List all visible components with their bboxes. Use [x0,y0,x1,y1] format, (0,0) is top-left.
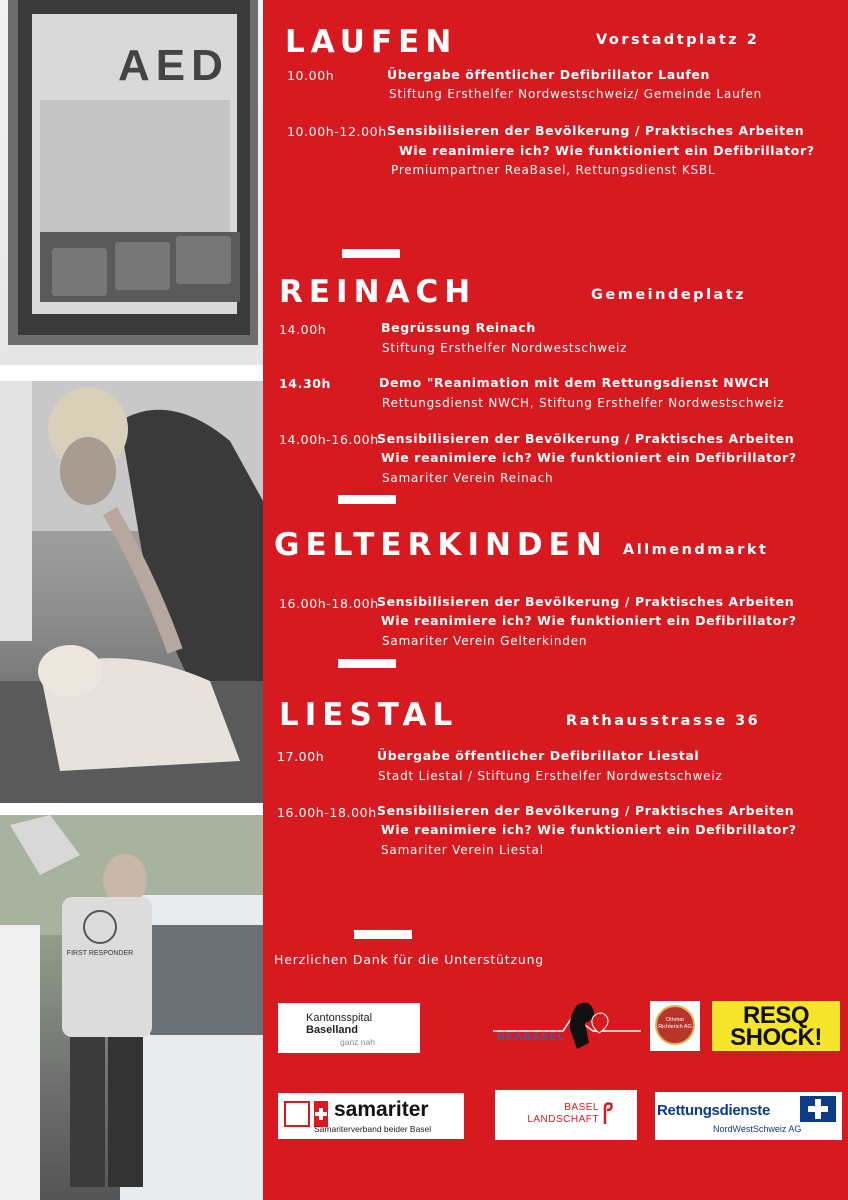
bl-line2: LANDSCHAFT [527,1114,599,1125]
city-reinach-place: Gemeindeplatz [591,287,747,303]
event-title-line2: Wie reanimiere ich? Wie funktioniert ein Defibrillator? [381,613,797,628]
ksbl-line1: Kantonsspital [306,1012,373,1024]
event-time: 14.00h [279,322,327,337]
city-laufen-place: Vorstadtplatz 2 [596,32,760,48]
section-divider [342,249,400,258]
city-liestal-place: Rathausstrasse 36 [566,713,761,729]
event-title: Sensibilisieren der Bevölkerung / Praktisches Arbeiten [377,803,795,818]
aed-label: AED [118,41,229,90]
section-divider [354,930,412,939]
city-reinach-heading: REINACH [279,274,477,310]
section-divider [338,659,396,668]
samariter-s-mark [284,1101,310,1127]
vest-label: FIRST RESPONDER [66,950,134,957]
event-title-line2: Wie reanimiere ich? Wie funktioniert ein Defibrillator? [399,143,815,158]
rettungsdienste-logo [655,1092,842,1140]
event-time: 14.00h-16.00h [279,432,379,447]
rd-line2: NordWestSchweiz AG [713,1124,802,1134]
bl-line1: BASEL [564,1102,599,1113]
samariter-name: samariter [334,1098,429,1121]
event-time: 16.00h-18.00h [279,596,379,611]
event-organizer: Stiftung Ersthelfer Nordwestschweiz [382,341,628,355]
event-title: Demo "Reanimation mit dem Rettungsdienst NWCH [379,375,770,390]
kantonsspital-baselland-logo [278,1003,420,1053]
event-title: Übergabe öffentlicher Defibrillator Laufen [387,67,710,82]
event-organizer: Premiumpartner ReaBasel, Rettungsdienst KSBL [391,163,716,177]
event-title-line2: Wie reanimiere ich? Wie funktioniert ein Defibrillator? [381,822,797,837]
event-organizer: Rettungsdienst NWCH, Stiftung Ersthelfer Nordwestschweiz [382,396,785,410]
event-organizer: Stiftung Ersthelfer Nordwestschweiz/ Gemeinde Laufen [389,87,763,101]
basel-landschaft-logo [495,1090,637,1140]
section-divider [338,495,396,504]
first-responder-photo [0,815,263,1200]
event-organizer: Samariter Verein Liestal [381,843,544,857]
richterich-seal: Othmar Richterich AG [655,1005,695,1045]
city-gelterkinden-place: Allmendmarkt [623,542,769,558]
city-liestal-heading: LIESTAL [279,697,459,733]
event-time: 10.00h [287,68,335,83]
city-gelterkinden-heading: GELTERKINDEN [274,527,608,563]
event-time: 17.00h [277,749,325,764]
resq-shock-logo [712,1001,840,1051]
baselland-staff-icon [601,1102,615,1124]
resq-line1: RESQ [742,1002,809,1029]
event-title: Sensibilisieren der Bevölkerung / Praktisches Arbeiten [387,123,805,138]
event-title-line2: Wie reanimiere ich? Wie funktioniert ein Defibrillator? [381,450,797,465]
city-laufen-heading: LAUFEN [285,24,458,60]
samariter-subtitle: Samariterverband beider Basel [314,1124,432,1134]
thanks-text: Herzlichen Dank für die Unterstützung [274,952,545,967]
event-title: Begrüssung Reinach [381,320,536,335]
event-organizer: Samariter Verein Gelterkinden [382,634,588,648]
ksbl-line2: Baselland [306,1024,358,1036]
aed-cabinet-photo [0,0,263,365]
star-of-life-icon [798,1094,838,1124]
event-time: 16.00h-18.00h [277,805,377,820]
schedule-panel [263,0,848,1200]
photo-column [0,0,263,1200]
event-title: Übergabe öffentlicher Defibrillator Liestal [377,748,700,763]
resq-line2: SHOCK! [730,1024,822,1051]
reabasel-text: REABASEL [497,1031,566,1043]
samariter-logo [278,1093,464,1139]
event-organizer: Samariter Verein Reinach [382,471,554,485]
event-time: 14.30h [279,376,332,391]
rd-line1: Rettungsdienste [657,1102,771,1119]
cpr-training-photo [0,381,263,803]
richterich-logo [650,1001,700,1051]
event-title: Sensibilisieren der Bevölkerung / Praktisches Arbeiten [377,431,795,446]
event-title: Sensibilisieren der Bevölkerung / Praktisches Arbeiten [377,594,795,609]
event-time: 10.00h-12.00h [287,124,387,139]
reabasel-logo [493,997,641,1055]
ksbl-line3: ganz nah [340,1037,375,1047]
event-organizer: Stadt Liestal / Stiftung Ersthelfer Nordwestschweiz [378,769,723,783]
